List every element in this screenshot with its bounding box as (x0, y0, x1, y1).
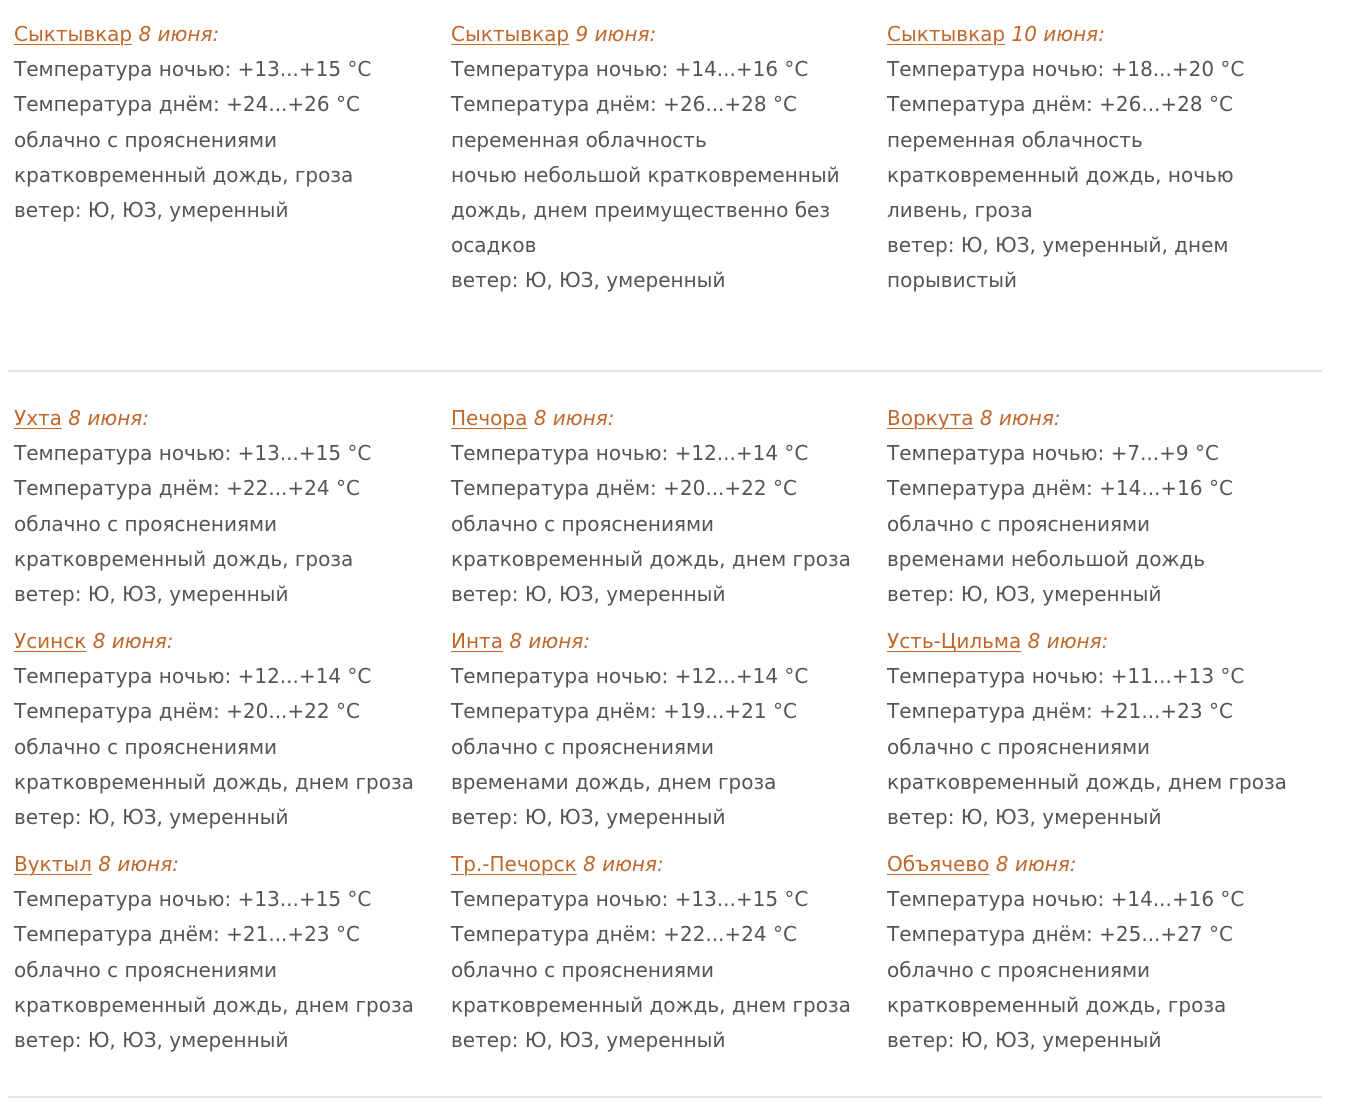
card-title (887, 401, 1323, 436)
forecast-date: 8 июня: (138, 22, 220, 46)
forecast-date: 9 июня: (575, 22, 657, 46)
wind: ветер: Ю, ЮЗ, умеренный (887, 1027, 1162, 1052)
cloudiness: переменная облачность (887, 127, 1143, 152)
cloudiness: облачно с прояснениями (887, 734, 1151, 759)
wind: ветер: Ю, ЮЗ, умеренный (451, 804, 726, 829)
cloudiness: облачно с прояснениями (887, 511, 1151, 536)
forecast-card (887, 847, 1323, 1058)
cloudiness: облачно с прояснениями (14, 511, 278, 536)
forecast-date: 8 июня: (92, 629, 174, 653)
cloudiness: облачно с прояснениями (451, 734, 715, 759)
wind: порывистый (887, 268, 1018, 293)
forecast-date: 8 июня: (1027, 629, 1109, 653)
city-link[interactable]: Печора (451, 406, 528, 430)
wind: ветер: Ю, ЮЗ, умеренный (14, 581, 289, 606)
city-link[interactable]: Тр.-Печорск (451, 852, 577, 876)
card-title (451, 17, 887, 52)
wind: ветер: Ю, ЮЗ, умеренный (14, 804, 289, 829)
forecast-card (14, 847, 450, 1058)
card-title (14, 624, 450, 659)
city-link[interactable]: Объячево (887, 852, 990, 876)
card-title (14, 17, 450, 52)
wind: ветер: Ю, ЮЗ, умеренный (14, 197, 289, 222)
precipitation: временами небольшой дождь (887, 546, 1206, 571)
card-title (451, 847, 887, 882)
wind: ветер: Ю, ЮЗ, умеренный (451, 1027, 726, 1052)
card-title (451, 624, 887, 659)
night-temperature: Температура ночью: +13...+15 °C (14, 441, 372, 466)
forecast-card (887, 401, 1323, 612)
night-temperature: Температура ночью: +18...+20 °C (887, 57, 1245, 82)
night-temperature: Температура ночью: +11...+13 °C (887, 664, 1245, 689)
day-temperature: Температура днём: +21...+23 °C (887, 699, 1233, 724)
forecast-date: 8 июня: (979, 406, 1061, 430)
day-temperature: Температура днём: +26...+28 °C (887, 92, 1233, 117)
precipitation: кратковременный дождь, днем гроза (451, 546, 851, 571)
precipitation: кратковременный дождь, днем гроза (14, 992, 414, 1017)
forecast-card (451, 847, 887, 1058)
section-divider (8, 1096, 1322, 1098)
section-divider (8, 370, 1322, 372)
card-title (14, 847, 450, 882)
day-temperature: Температура днём: +22...+24 °C (14, 476, 360, 501)
wind: ветер: Ю, ЮЗ, умеренный (14, 1027, 289, 1052)
forecast-date: 8 июня: (995, 852, 1077, 876)
forecast-card (887, 624, 1323, 835)
cloudiness: облачно с прояснениями (887, 957, 1151, 982)
day-temperature: Температура днём: +26...+28 °C (451, 92, 797, 117)
cloudiness: облачно с прояснениями (14, 957, 278, 982)
city-link[interactable]: Усинск (14, 629, 87, 653)
night-temperature: Температура ночью: +12...+14 °C (451, 664, 809, 689)
cloudiness: облачно с прояснениями (14, 734, 278, 759)
day-temperature: Температура днём: +24...+26 °C (14, 92, 360, 117)
wind: ветер: Ю, ЮЗ, умеренный, днем (887, 233, 1229, 258)
city-link[interactable]: Инта (451, 629, 503, 653)
night-temperature: Температура ночью: +13...+15 °C (14, 887, 372, 912)
day-temperature: Температура днём: +20...+22 °C (451, 476, 797, 501)
forecast-card (451, 17, 887, 299)
precipitation: осадков (451, 233, 537, 258)
forecast-date: 8 июня: (583, 852, 664, 876)
day-temperature: Температура днём: +22...+24 °C (451, 922, 797, 947)
city-link[interactable]: Воркута (887, 406, 974, 430)
night-temperature: Температура ночью: +14...+16 °C (887, 887, 1245, 912)
precipitation: кратковременный дождь, гроза (14, 162, 354, 187)
night-temperature: Температура ночью: +13...+15 °C (451, 887, 809, 912)
city-link[interactable]: Вуктыл (14, 852, 92, 876)
precipitation: дождь, днем преимущественно без (451, 197, 830, 222)
card-title (451, 401, 887, 436)
precipitation: кратковременный дождь, днем гроза (14, 769, 414, 794)
city-link[interactable]: Ухта (14, 406, 62, 430)
card-title (14, 401, 450, 436)
city-link[interactable]: Сыктывкар (451, 22, 570, 46)
day-temperature: Температура днём: +20...+22 °C (14, 699, 360, 724)
forecast-date: 10 июня: (1011, 22, 1105, 46)
city-link[interactable]: Сыктывкар (887, 22, 1006, 46)
night-temperature: Температура ночью: +12...+14 °C (451, 441, 809, 466)
precipitation: кратковременный дождь, гроза (887, 992, 1227, 1017)
card-title (887, 847, 1323, 882)
cloudiness: облачно с прояснениями (14, 127, 278, 152)
precipitation: кратковременный дождь, днем гроза (451, 992, 851, 1017)
day-temperature: Температура днём: +21...+23 °C (14, 922, 360, 947)
precipitation: кратковременный дождь, гроза (14, 546, 354, 571)
forecast-card (14, 624, 450, 835)
wind: ветер: Ю, ЮЗ, умеренный (887, 804, 1162, 829)
forecast-date: 8 июня: (533, 406, 615, 430)
day-temperature: Температура днём: +19...+21 °C (451, 699, 797, 724)
precipitation: временами дождь, днем гроза (451, 769, 777, 794)
forecast-card (14, 401, 450, 612)
day-temperature: Температура днём: +14...+16 °C (887, 476, 1233, 501)
precipitation: кратковременный дождь, днем гроза (887, 769, 1287, 794)
forecast-card (451, 624, 887, 835)
card-title (887, 17, 1323, 52)
card-title (887, 624, 1323, 659)
night-temperature: Температура ночью: +13...+15 °C (14, 57, 372, 82)
forecast-date: 8 июня: (509, 629, 591, 653)
wind: ветер: Ю, ЮЗ, умеренный (887, 581, 1162, 606)
night-temperature: Температура ночью: +12...+14 °C (14, 664, 372, 689)
city-link[interactable]: Сыктывкар (14, 22, 133, 46)
cloudiness: облачно с прояснениями (451, 511, 715, 536)
night-temperature: Температура ночью: +7...+9 °C (887, 441, 1219, 466)
wind: ветер: Ю, ЮЗ, умеренный (451, 581, 726, 606)
forecast-card (887, 17, 1323, 299)
cloudiness: облачно с прояснениями (451, 957, 715, 982)
cloudiness: переменная облачность (451, 127, 707, 152)
forecast-date: 8 июня: (98, 852, 179, 876)
night-temperature: Температура ночью: +14...+16 °C (451, 57, 809, 82)
wind: ветер: Ю, ЮЗ, умеренный (451, 268, 726, 293)
precipitation: кратковременный дождь, ночью (887, 162, 1234, 187)
precipitation: ночью небольшой кратковременный (451, 162, 840, 187)
forecast-card (451, 401, 887, 612)
forecast-date: 8 июня: (68, 406, 150, 430)
day-temperature: Температура днём: +25...+27 °C (887, 922, 1233, 947)
precipitation: ливень, гроза (887, 197, 1033, 222)
city-link[interactable]: Усть-Цильма (887, 629, 1022, 653)
forecast-card (14, 17, 450, 228)
